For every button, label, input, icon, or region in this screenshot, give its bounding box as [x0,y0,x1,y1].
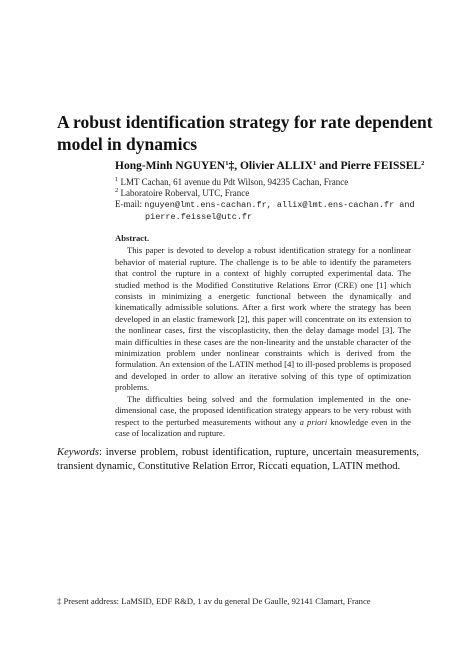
affiliation-2-text: Laboratoire Roberval, UTC, France [120,188,250,198]
affiliation-1-text: LMT Cachan, 61 avenue du Pdt Wilson, 94235 Cachan, France [120,177,349,187]
abstract-paragraph-1: This paper is devoted to develop a robust identification strategy for a nonlinear behavior of material rupture. The challenge is to be able to identify the parameters that control the rupture in a context of highly corrupted experimental data. The studied method is the Modified Constitutive Relations Error (CRE) one [1] which consists in minimizing a energetic functional between the dynamically and kinematically admissible solutions. After a first work where the strategy has been developed in an elastic framework [2], this paper will concentrate on its extension to the nonlinear cases, first the viscoplasticity, then the delay damage model [3]. The main difficulties in these cases are the non-linearity and the unstable character of the minimization problem under nonlinear constraints which is derived from the formulation. An extension of the LATIN method [4] to ill-posed problems is proposed and developed in order to allow an iterative solving of this type of optimization problems. [115,245,411,393]
author-list [115,159,445,173]
author-name-3: Pierre FEISSEL [340,160,422,172]
affiliation-2-mark: 2 [115,187,119,194]
affiliation-2 [115,188,445,199]
author-separator-2: and [316,160,341,172]
email-line-1 [115,199,445,211]
affiliation-1-mark: 1 [115,176,119,183]
keywords-colon: : [98,447,102,458]
paper-title [57,111,437,155]
abstract-paragraph-2-start: The difficulties being solved and the formulation implemented in the one-dimensional case, the proposed identification strategy appears to be very robust with respect to the perturbed measurements without any [115,393,411,427]
author-2-affiliation-mark: 1 [312,160,317,167]
email-block [115,199,445,223]
abstract-paragraph-2 [115,394,411,440]
abstract [115,233,411,439]
keywords [57,446,422,474]
email-label: E-mail: [115,199,145,209]
author-1-dagger-mark: ‡ [228,160,235,172]
email-addresses-1[interactable]: nguyen@lmt.ens-cachan.fr, allix@lmt.ens-cachan.fr and [144,200,415,210]
title-line-1: A robust identification strategy for rate dependent [57,112,433,132]
title-line-2: model in dynamics [57,134,198,154]
abstract-a-priori: a priori [299,416,328,427]
author-separator-1: , [234,160,240,172]
author-3-affiliation-mark: 2 [421,160,425,167]
keywords-list: inverse problem, robust identification, rupture, uncertain measurements, transient dynamic, Constitutive Relation Error, Riccati equation, LATIN method. [57,447,422,472]
footnote-text: Present address: LaMSID, EDF R&D, 1 av du general De Gaulle, 92141 Clamart, France [61,596,371,606]
abstract-paragraph-2-end: knowledge even in the case of localization and rupture. [115,416,411,438]
author-name-1: Hong-Minh NGUYEN [115,160,226,172]
affiliation-1 [115,177,445,188]
author-name-2: Olivier ALLIX [239,160,313,172]
footnote [57,596,427,607]
email-addresses-2[interactable]: pierre.feissel@utc.fr [145,212,253,222]
keywords-label: Keywords [57,447,99,458]
abstract-heading: Abstract. [115,233,150,243]
email-line-2 [115,211,445,223]
footnote-mark: ‡ [57,596,62,606]
author-1-affiliation-mark: 1 [225,160,229,167]
